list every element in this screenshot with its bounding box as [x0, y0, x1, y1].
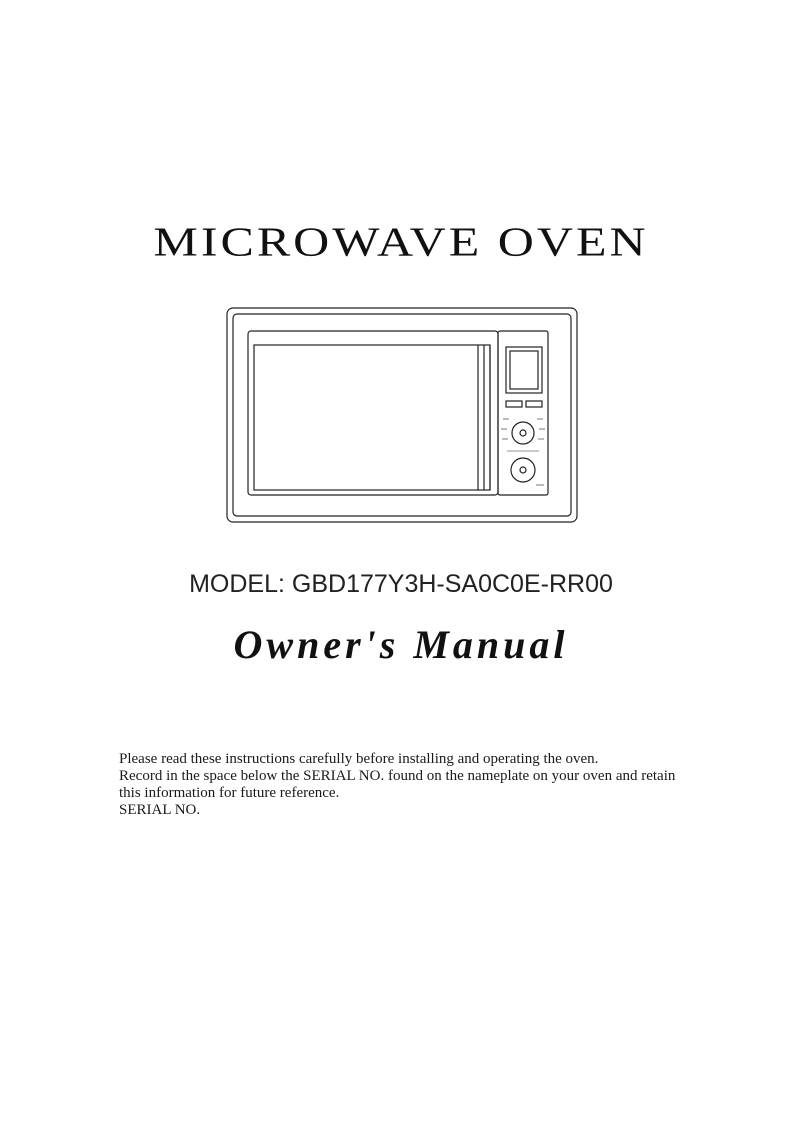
display-inner: [510, 351, 538, 389]
instruction-line: Record in the space below the SERIAL NO. found on the nameplate on your oven and retain: [119, 768, 676, 784]
control-labels: [501, 419, 545, 485]
button-right: [526, 401, 542, 407]
timer-knob: [511, 458, 535, 482]
timer-knob-center: [520, 467, 526, 473]
button-left: [506, 401, 522, 407]
instructions-block: [119, 751, 719, 819]
model-number: MODEL: GBD177Y3H-SA0C0E-RR00: [189, 570, 613, 598]
microwave-oven-illustration: [226, 307, 578, 523]
document-title: MICROWAVE OVEN: [153, 218, 649, 265]
serial-no-label: SERIAL NO.: [119, 802, 201, 818]
oven-window: [254, 345, 490, 490]
instruction-line: this information for future reference.: [119, 785, 340, 801]
manual-title: Owner's Manual: [233, 622, 569, 667]
display-window: [506, 347, 542, 393]
function-knob: [512, 422, 534, 444]
oven-inner-frame: [233, 314, 571, 516]
oven-door: [248, 331, 498, 495]
instruction-line: Please read these instructions carefully before installing and operating the oven.: [119, 751, 599, 767]
function-knob-center: [520, 430, 526, 436]
